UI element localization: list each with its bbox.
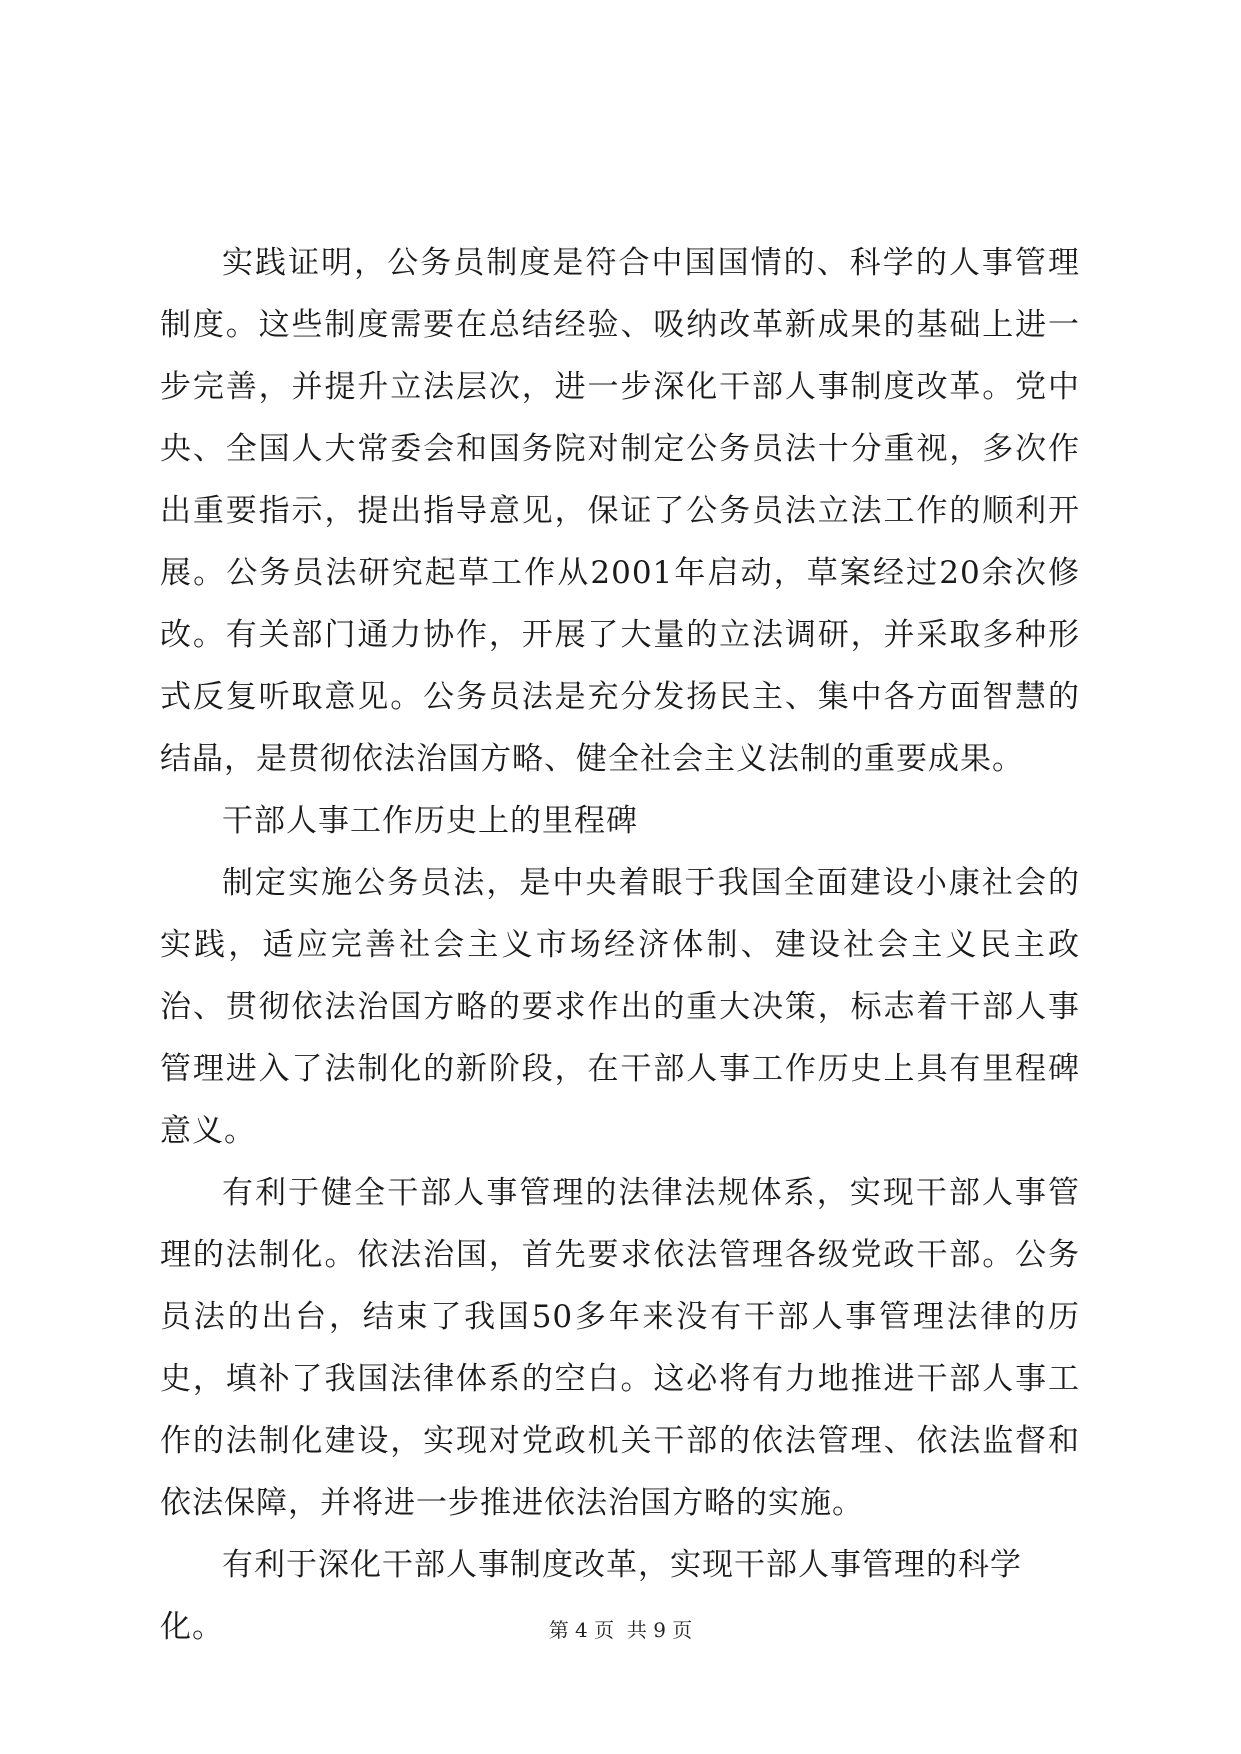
paragraph: 实践证明，公务员制度是符合中国国情的、科学的人事管理制度。这些制度需要在总结经验、吸纳改革新成果的基础上进一步完善，并提升立法层次，进一步深化干部人事制度改革。党中央、全国人大常委会和国务院对制定公务员法十分重视，多次作出重要指示，提出指导意见，保证了公务员法立法工作的顺利开展。公务员法研究起草工作从2001年启动，草案经过20余次修改。有关部门通力协作，开展了大量的立法调研，并采取多种形式反复听取意见。公务员法是充分发扬民主、集中各方面智慧的结晶，是贯彻依法治国方略、健全社会主义法制的重要成果。 [160,245,1080,777]
page-number: 第 4 页 共 9 页 [548,1618,693,1642]
document-body [160,232,1080,1658]
page-footer [0,1614,1241,1643]
section-heading: 干部人事工作历史上的里程碑 [222,803,638,839]
paragraph: 有利于健全干部人事管理的法律法规体系，实现干部人事管理的法制化。依法治国，首先要求依法管理各级党政干部。公务员法的出台，结束了我国50多年来没有干部人事管理法律的历史，填补了我国法律体系的空白。这必将有力地推进干部人事工作的法制化建设，实现对党政机关干部的依法管理、依法监督和依法保障，并将进一步推进依法治国方略的实施。 [160,1175,1080,1521]
paragraph: 制定实施公务员法，是中央着眼于我国全面建设小康社会的实践，适应完善社会主义市场经济体制、建设社会主义民主政治、贯彻依法治国方略的要求作出的重大决策，标志着干部人事管理进入了法制化的新阶段，在干部人事工作历史上具有里程碑意义。 [160,865,1080,1149]
paragraph: 有利于深化干部人事制度改革，实现干部人事管理的科学化。 [160,1547,1022,1645]
